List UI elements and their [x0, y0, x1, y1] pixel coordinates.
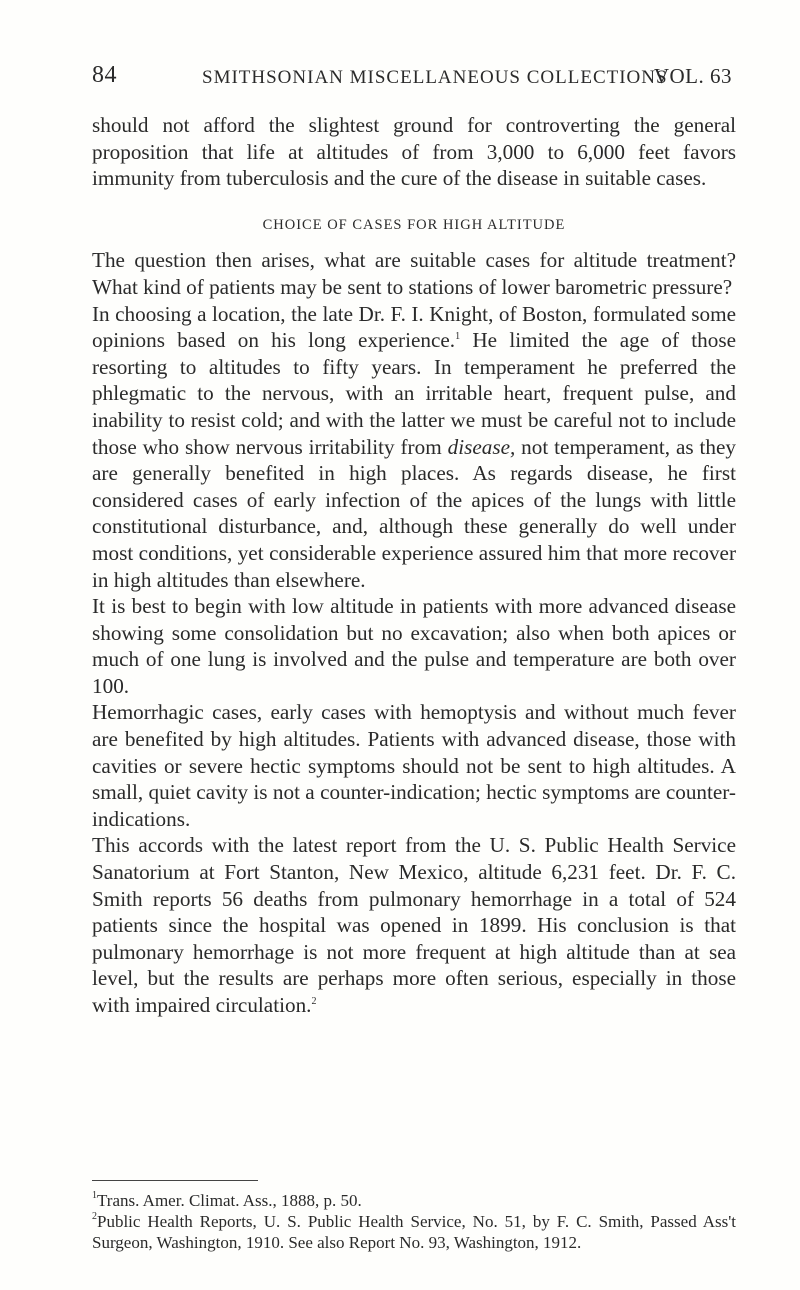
opening-paragraph: should not afford the slightest ground for controverting the general proposition that life at altitudes of from 3,000 to 6,000 feet favors immunity from tuberculosis and the cure of the disease in suitable cases. — [92, 113, 736, 191]
footnote — [92, 1211, 736, 1253]
running-header — [92, 60, 732, 96]
paragraph-knight-emphasis: disease, — [447, 434, 516, 459]
paragraph-low-altitude: It is best to begin with low altitude in patients with more advanced disease showing some consolidation but no excavation; also when both apices or much of one lung is involved and the pulse and temperature are both over 100. — [92, 594, 736, 698]
footnote — [92, 1190, 736, 1211]
footnote-ref-1: 1 — [455, 331, 461, 343]
paragraph-knight-text-a: In choosing a location, the late Dr. F. I. Knight, of Boston, formulated some opinions based on his long experience. — [92, 301, 736, 353]
body-text — [92, 112, 736, 1019]
paragraph-knight — [92, 301, 736, 594]
section-heading: CHOICE OF CASES FOR HIGH ALTITUDE — [262, 216, 566, 233]
volume-label: VOL. 63 — [653, 64, 732, 88]
footnote-ref-2: 2 — [311, 996, 317, 1007]
footnote-mark: 1 — [92, 1190, 97, 1201]
footnote-text: Trans. Amer. Climat. Ass., 1888, p. 50. — [97, 1191, 362, 1210]
paragraph-fort-stanton-text: This accords with the latest report from the U. S. Public Health Service Sanatorium at Fort Stanton, New Mexico, altitude 6,231 feet. Dr. F. C. Smith reports 56 deaths from pulmonary hemorrhage in a total of 524 patients since the hospital was opened in 1899. His conclusion is that pulmonary hemorrhage is not more frequent at high altitude than at sea level, but the results are perhaps more often serious, especially in those with impaired circulation. — [92, 833, 736, 1017]
page-number: 84 — [92, 62, 117, 88]
footnotes — [92, 1190, 736, 1253]
paragraph-hemorrhagic: Hemorrhagic cases, early cases with hemoptysis and without much fever are benefited by high altitudes. Patients with advanced disease, those with cavities or severe hectic symptoms should not be sent to high altitudes. A small, quiet cavity is not a counter-indication; hectic symptoms are counter-indications. — [92, 700, 736, 831]
footnote-text: Public Health Reports, U. S. Public Health Service, No. 51, by F. C. Smith, Passed Ass't Surgeon, Washington, 1910. See also Report No. 93, Washington, 1912. — [92, 1212, 736, 1252]
paragraph-fort-stanton — [92, 832, 736, 1018]
paragraph-knight-text-c: not temperament, as they are generally benefited in high places. As regards disease, he first considered cases of early infection of the apices of the lungs with little constitutional disturbance, and, although these generally do well under most conditions, yet considerable experience assured him that more recover in high altitudes than elsewhere. — [92, 434, 737, 592]
paragraph-knight-text-b: He limited the age of those resorting to altitudes to fifty years. In temperament he preferred the phlegmatic to the nervous, with an irritable heart, frequent pulse, and inability to resist cold; and with the latter we must be careful not to include those who show nervous irritability from — [92, 328, 736, 459]
series-title: SMITHSONIAN MISCELLANEOUS COLLECTIONS — [202, 67, 668, 88]
footnote-mark: 2 — [92, 1211, 97, 1222]
paragraph-question: The question then arises, what are suitable cases for altitude treatment? What kind of patients may be sent to stations of lower barometric pressure? — [92, 248, 736, 299]
footnote-divider — [92, 1180, 258, 1181]
